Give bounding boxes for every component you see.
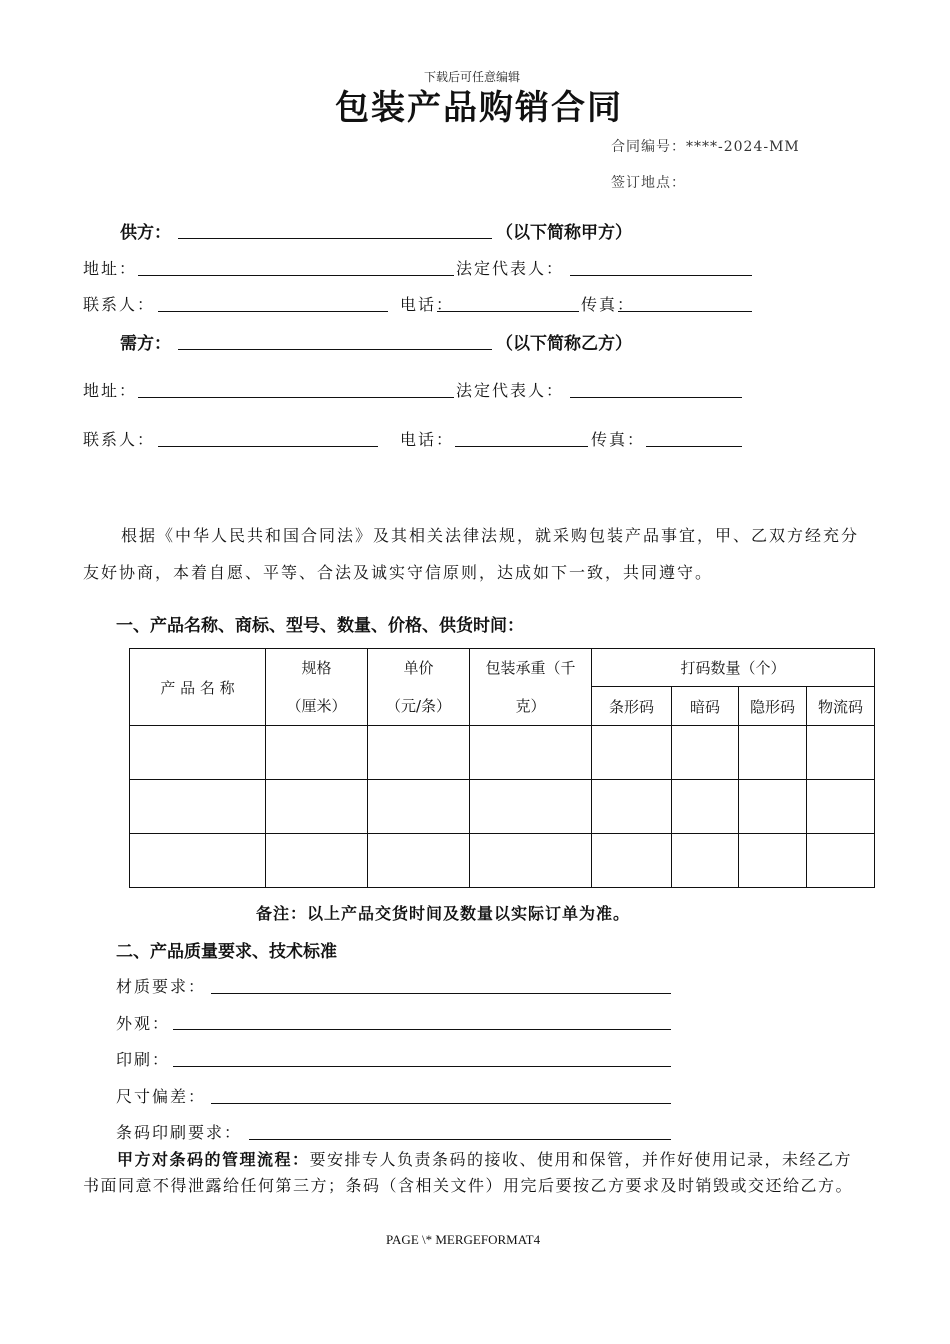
buyer-contact-label: 联系人：: [83, 430, 156, 449]
barcode-management-label: 甲方对条码的管理流程：: [117, 1150, 310, 1169]
buyer-fax-field[interactable]: [646, 446, 742, 447]
intro-paragraph: 根据《中华人民共和国合同法》及其相关法律法规，就采购包装产品事宜，甲、乙双方经充分友好协商，本着自愿、平等、合法及诚实守信原则，达成如下一致，共同遵守。: [83, 526, 860, 582]
table-cell[interactable]: [739, 834, 807, 888]
buyer-suffix: （以下简称乙方）: [496, 334, 632, 354]
header-package-weight: 包装承重（千 克）: [470, 649, 592, 726]
table-cell[interactable]: [739, 780, 807, 834]
header-logistics-code: 物流码: [807, 687, 875, 726]
table-cell[interactable]: [592, 726, 672, 780]
appearance-field[interactable]: [173, 1029, 671, 1030]
table-cell[interactable]: [739, 726, 807, 780]
buyer-legal-rep-field[interactable]: [570, 397, 742, 398]
supplier-phone-label: 电话：: [400, 295, 455, 314]
supplier-contact-label: 联系人：: [83, 295, 156, 314]
supplier-fax-label: 传真：: [581, 295, 636, 314]
table-cell[interactable]: [807, 726, 875, 780]
supplier-suffix: （以下简称甲方）: [496, 223, 632, 243]
supplier-legal-rep-label: 法定代表人：: [456, 259, 565, 278]
page-title: 包装产品购销合同: [335, 88, 623, 128]
buyer-legal-rep-label: 法定代表人：: [456, 381, 565, 400]
table-cell[interactable]: [368, 780, 470, 834]
table-cell[interactable]: [807, 780, 875, 834]
supplier-name-field[interactable]: [178, 238, 492, 239]
appearance-label: 外观：: [116, 1014, 171, 1033]
top-note: 下载后可任意编辑: [424, 70, 521, 84]
table-row: [130, 726, 875, 780]
supplier-contact-field[interactable]: [158, 311, 388, 312]
barcode-management-paragraph: [83, 1147, 868, 1199]
supplier-address-field[interactable]: [138, 275, 454, 276]
barcode-requirement-label: 条码印刷要求：: [116, 1123, 243, 1142]
supplier-fax-field[interactable]: [618, 311, 752, 312]
table-cell[interactable]: [672, 834, 739, 888]
contract-number: 合同编号：****-2024-MM: [611, 139, 800, 155]
buyer-contact-field[interactable]: [158, 446, 378, 447]
table-cell[interactable]: [266, 780, 368, 834]
table-cell[interactable]: [368, 726, 470, 780]
material-field[interactable]: [211, 993, 671, 994]
supplier-address-label: 地址：: [83, 259, 138, 278]
page-footer: PAGE \* MERGEFORMAT4: [386, 1232, 541, 1247]
buyer-address-label: 地址：: [83, 381, 138, 400]
table-cell[interactable]: [672, 780, 739, 834]
table-row: [130, 834, 875, 888]
printing-label: 印刷：: [116, 1050, 171, 1069]
supplier-label: 供方：: [120, 223, 171, 243]
buyer-label: 需方：: [120, 334, 171, 354]
header-dark-code: 暗码: [672, 687, 739, 726]
size-deviation-field[interactable]: [211, 1103, 671, 1104]
table-cell[interactable]: [592, 780, 672, 834]
table-cell[interactable]: [130, 726, 266, 780]
header-spec: 规格 （厘米）: [266, 649, 368, 726]
buyer-address-field[interactable]: [138, 397, 454, 398]
table-cell[interactable]: [672, 726, 739, 780]
table-cell[interactable]: [807, 834, 875, 888]
header-hidden-code: 隐形码: [739, 687, 807, 726]
table-cell[interactable]: [266, 834, 368, 888]
table-cell[interactable]: [368, 834, 470, 888]
size-deviation-label: 尺寸偏差：: [116, 1087, 207, 1106]
section-2-heading: 二、产品质量要求、技术标准: [116, 942, 337, 962]
buyer-fax-label: 传真：: [591, 430, 646, 449]
table-cell[interactable]: [470, 834, 592, 888]
material-label: 材质要求：: [116, 977, 207, 996]
table-cell[interactable]: [130, 780, 266, 834]
sign-place: 签订地点：: [611, 175, 686, 191]
barcode-requirement-field[interactable]: [249, 1139, 671, 1140]
header-barcode: 条形码: [592, 687, 672, 726]
table-cell[interactable]: [592, 834, 672, 888]
supplier-phone-field[interactable]: [437, 311, 579, 312]
supplier-legal-rep-field[interactable]: [570, 275, 752, 276]
buyer-phone-field[interactable]: [455, 446, 588, 447]
table-remark: 备注：以上产品交货时间及数量以实际订单为准。: [256, 904, 631, 923]
product-table: [129, 648, 875, 888]
table-cell[interactable]: [470, 726, 592, 780]
table-cell[interactable]: [130, 834, 266, 888]
table-cell[interactable]: [266, 726, 368, 780]
buyer-name-field[interactable]: [178, 349, 492, 350]
printing-field[interactable]: [173, 1066, 671, 1067]
header-unit-price: 单价 （元/条）: [368, 649, 470, 726]
barcode-management-text: 要安排专人负责条码的接收、使用和保管，并作好使用记录，未经乙方书面同意不得泄露给任何第三方；条码（含相关文件）用完后要按乙方要求及时销毁或交还给乙方。: [83, 1150, 854, 1195]
table-row: [130, 780, 875, 834]
section-1-heading: 一、产品名称、商标、型号、数量、价格、供货时间：: [116, 616, 524, 636]
buyer-phone-label: 电话：: [400, 430, 455, 449]
header-product-name: 产 品 名 称: [130, 649, 266, 726]
table-cell[interactable]: [470, 780, 592, 834]
header-code-quantity: 打码数量（个）: [592, 649, 875, 687]
